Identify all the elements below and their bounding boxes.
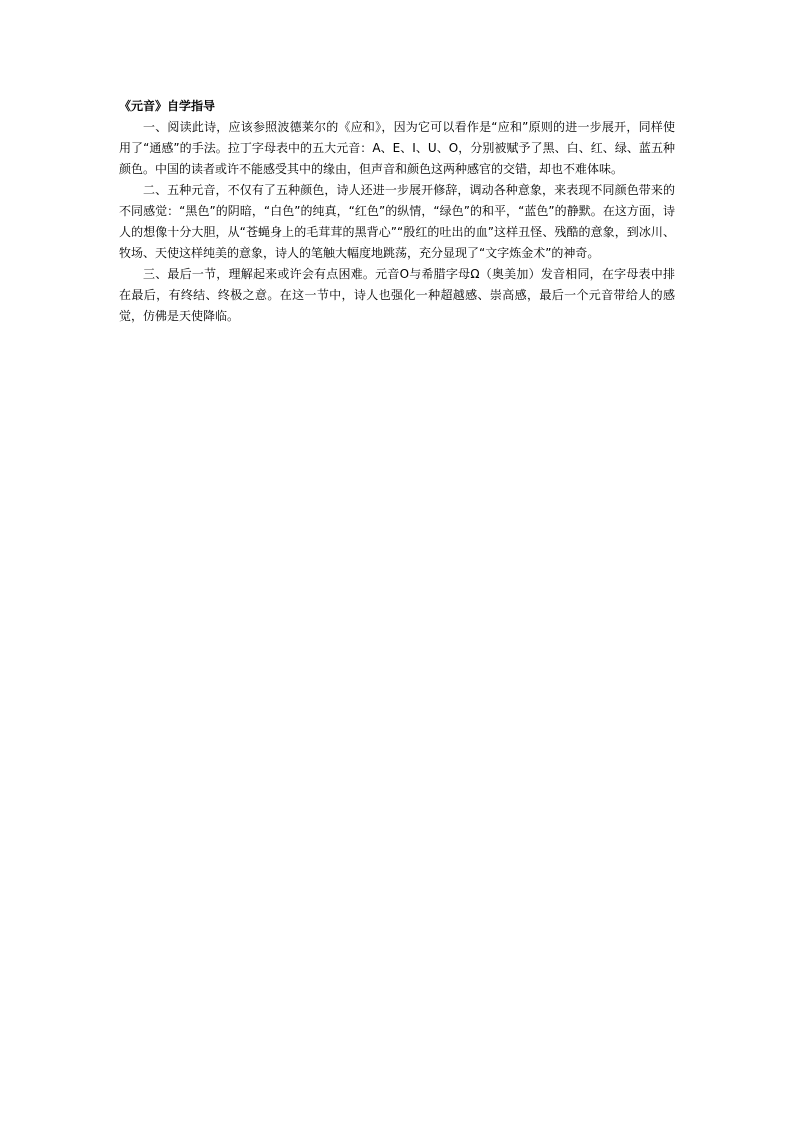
paragraph-1: 一、阅读此诗，应该参照波德莱尔的《应和》，因为它可以看作是“应和”原则的进一步展开，同样使用了“通感”的手法。拉丁字母表中的五大元音：A、E、I、U、O，分别被赋予了黑、白、红、绿、蓝五种颜色。中国的读者或许不能感受其中的缘由，但声音和颜色这两种感官的交错，却也不难体味。 <box>119 120 675 176</box>
document-body <box>119 96 675 327</box>
paragraph-2: 二、五种元音，不仅有了五种颜色，诗人还进一步展开修辞，调动各种意象，来表现不同颜色带来的不同感觉：“黑色”的阴暗，“白色”的纯真，“红色”的纵情，“绿色”的和平，“蓝色”的静默。在这方面，诗人的想像十分大胆，从“苍蝇身上的毛茸茸的黑背心”“殷红的吐出的血”这样丑怪、残酷的意象，到冰川、牧场、天使这样纯美的意象，诗人的笔触大幅度地跳荡，充分显现了“文字炼金术”的神奇。 <box>119 183 675 260</box>
document-title: 《元音》自学指导 <box>119 99 216 113</box>
paragraph-3: 三、最后一节，理解起来或许会有点困难。元音O与希腊字母Ω（奥美加）发音相同，在字母表中排在最后，有终结、终极之意。在这一节中，诗人也强化一种超越感、崇高感，最后一个元音带给人的感觉，仿佛是天使降临。 <box>119 267 675 323</box>
